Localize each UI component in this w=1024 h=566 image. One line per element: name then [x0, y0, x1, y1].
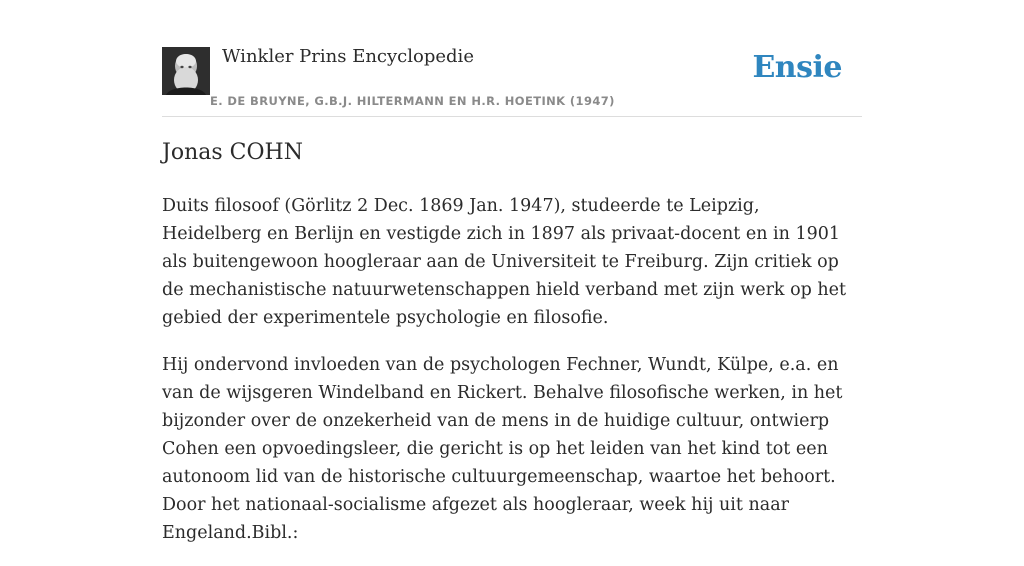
authors-credit: E. DE BRUYNE, G.B.J. HILTERMANN EN H.R. HOETINK (1947) [210, 94, 615, 108]
page-container [162, 0, 862, 543]
article-paragraph: Duits filosoof (Görlitz 2 Dec. 1869 Jan. 1947), studeerde te Leipzig, Heidelberg en Berlijn en vestigde zich in 1897 als privaat-docent en in 1901 als buitengewoon hoogleraar aan de Universiteit te Freiburg. Zijn critiek op de mechanistische natuurwetenschappen hield verband met zijn werk op het gebied der experimentele psychologie en filosofie. [162, 196, 847, 328]
author-portrait-icon [162, 47, 210, 95]
header [162, 0, 862, 117]
site-title[interactable]: Winkler Prins Encyclopedie [222, 46, 474, 67]
article-paragraph: Hij ondervond invloeden van de psychologen Fechner, Wundt, Külpe, e.a. en van de wijsgeren Windelband en Rickert. Behalve filosofische werken, in het bijzonder over de onzekerheid van de mens in de huidige cultuur, ontwierp Cohen een opvoedingsleer, die gericht is op het leiden van het kind tot een autonoom lid van de historische cultuurgemeenschap, waartoe het behoort. Door het nationaal-socialisme afgezet als hoogleraar, week hij uit naar Engeland.Bibl.: [162, 355, 843, 543]
article-body [162, 192, 862, 566]
article-title: Jonas COHN [162, 140, 303, 165]
brand-logo[interactable]: Ensie [752, 50, 842, 85]
